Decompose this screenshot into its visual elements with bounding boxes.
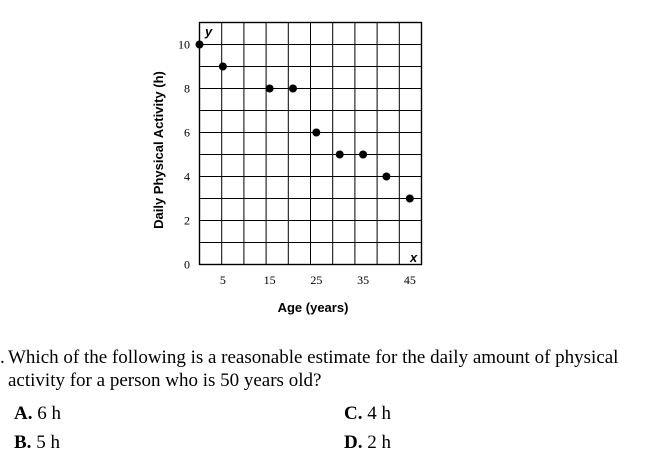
data-point [289,85,297,93]
y-tick-label: 8 [184,81,190,96]
data-point [359,151,367,159]
question-text: Which of the following is a reasonable estimate for the daily amount of physical activity for a person who is 50 years old? [8,347,619,391]
y-tick-label: 10 [178,37,190,52]
x-tick-label: 5 [219,273,226,287]
choice-c[interactable] [344,402,391,425]
data-point [312,129,320,137]
x-tick-label: 45 [403,273,416,287]
data-point [336,151,344,159]
data-point [406,195,414,203]
y-tick-label: 2 [184,213,190,228]
choice-a[interactable] [14,402,61,425]
choice-a-text: 6 h [37,403,61,424]
data-point [266,85,274,93]
x-tick-label: 25 [310,273,323,287]
plot-grid [200,23,422,265]
x-tick-labels [220,273,416,287]
choice-d-text: 2 h [367,432,391,453]
choice-c-text: 4 h [367,403,391,424]
x-tick-label: 15 [263,273,276,287]
choice-b-letter: B. [14,432,32,453]
x-axis-title: Age (years) [277,300,349,315]
data-point [382,173,390,181]
data-points [196,41,414,203]
choice-c-letter: C. [344,403,363,424]
data-point [196,41,204,49]
y-axis-title: Daily Physical Activity (h) [151,71,166,229]
data-point [219,63,227,71]
choice-d[interactable] [344,431,391,454]
x-axis-variable: x [410,250,418,265]
y-tick-label: 0 [184,257,190,272]
y-axis-variable: y [205,24,213,39]
x-tick-label: 35 [357,273,370,287]
choice-a-letter: A. [14,403,33,424]
choice-b-text: 5 h [36,432,60,453]
y-tick-label: 4 [184,169,190,184]
question-bullet: . [0,347,5,368]
choice-d-letter: D. [344,432,363,453]
choice-b[interactable] [14,431,60,454]
y-tick-labels [178,38,190,272]
y-tick-label: 6 [184,125,190,140]
